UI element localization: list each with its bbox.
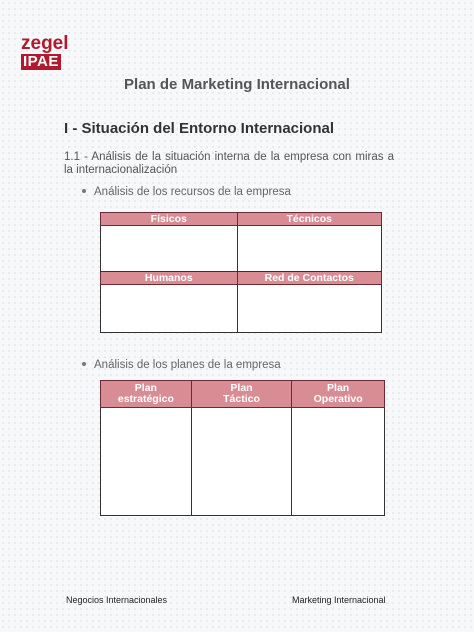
cell-humanos bbox=[101, 285, 238, 333]
footer-left: Negocios Internacionales bbox=[66, 595, 168, 605]
header-plan-estrategico-line1: Plan bbox=[134, 382, 157, 394]
logo-text-top: zegel bbox=[21, 33, 69, 54]
cell-fisicos bbox=[101, 226, 238, 272]
header-plan-operativo bbox=[292, 381, 385, 408]
logo-text-bottom: IPAE bbox=[23, 53, 59, 70]
cell-plan-estrategico bbox=[101, 408, 192, 516]
page-title: Plan de Marketing Internacional bbox=[124, 76, 350, 93]
header-red-de-contactos: Red de Contactos bbox=[237, 272, 382, 285]
header-plan-tactico-line1: Plan bbox=[230, 382, 253, 394]
cell-red-de-contactos bbox=[237, 285, 382, 333]
plans-table bbox=[100, 380, 385, 516]
bullet-resources bbox=[82, 186, 291, 198]
cell-tecnicos bbox=[237, 226, 382, 272]
header-fisicos: Físicos bbox=[101, 213, 238, 226]
footer-right: Marketing Internacional bbox=[292, 595, 386, 605]
header-plan-estrategico bbox=[101, 381, 192, 408]
section-heading: I - Situación del Entorno Internacional bbox=[64, 120, 335, 137]
zegel-ipae-logo bbox=[21, 35, 69, 71]
header-plan-tactico-line2: Táctico bbox=[223, 393, 260, 405]
header-plan-tactico bbox=[191, 381, 292, 408]
header-plan-operativo-line2: Operativo bbox=[313, 393, 363, 405]
bullet-resources-text: Análisis de los recursos de la empresa bbox=[94, 186, 291, 198]
bullet-dot-icon bbox=[82, 189, 86, 193]
header-plan-operativo-line1: Plan bbox=[327, 382, 350, 394]
header-humanos: Humanos bbox=[101, 272, 238, 285]
section-paragraph: 1.1 - Análisis de la situación interna de la empresa con miras a la internacionalización bbox=[64, 151, 394, 176]
bullet-dot-icon bbox=[82, 362, 86, 366]
resources-table bbox=[100, 212, 382, 333]
header-tecnicos: Técnicos bbox=[237, 213, 382, 226]
bullet-plans bbox=[82, 359, 281, 371]
bullet-plans-text: Análisis de los planes de la empresa bbox=[94, 359, 281, 371]
cell-plan-tactico bbox=[191, 408, 292, 516]
header-plan-estrategico-line2: estratégico bbox=[117, 393, 174, 405]
cell-plan-operativo bbox=[292, 408, 385, 516]
